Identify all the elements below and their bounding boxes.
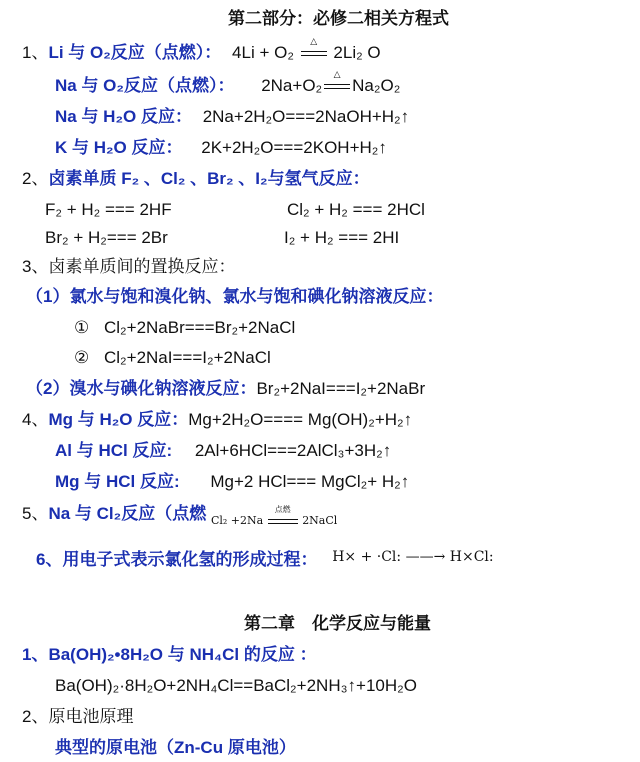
k-h2o-row	[55, 137, 387, 159]
equation-right: 2Li₂ O	[333, 43, 381, 62]
section-title: 第二部分：必修二相关方程式	[228, 9, 449, 28]
item-number: 5、	[22, 504, 49, 523]
item-4-row	[22, 409, 412, 431]
item-6-label: 6、用电子式表示氯化氢的形成过程：	[36, 550, 318, 569]
equation-1-row	[74, 317, 295, 339]
reaction-label: Na 与 O₂反应（点燃）：	[55, 76, 235, 95]
al-hcl-row	[55, 440, 391, 462]
equation: Cl₂ + H₂ === 2HCl	[287, 200, 425, 219]
item-2-sub: 典型的原电池（Zn-Cu 原电池）	[55, 738, 296, 757]
item-2-row	[22, 168, 370, 190]
chapter-title: 第二章 化学反应与能量	[244, 614, 431, 633]
equation: Cl₂+2NaI===I₂+2NaCl	[103, 348, 271, 367]
na-o2-row	[55, 69, 401, 97]
reaction-label: K 与 H₂O 反应：	[55, 138, 183, 157]
equation: 2Al+6HCl===2AlCl₃+3H₂↑	[194, 441, 392, 460]
subitem-2-label: （2）溴水与碘化钠溶液反应：	[26, 379, 257, 398]
equation: Mg+2 HCl=== MgCl₂+ H₂↑	[210, 472, 410, 491]
item-2-title: 2、原电池原理	[22, 707, 134, 726]
electron-dot-formula: H× + ·Cl: ——→ H×Cl:	[332, 549, 494, 565]
equation-right: Na₂O₂	[352, 76, 401, 95]
condition-mark: △	[324, 75, 350, 97]
reaction-label: Na 与 Cl₂反应（点燃	[48, 504, 207, 523]
circled-number: ②	[74, 348, 90, 367]
small-equation: Cl₂ +2Na 点燃 2NaCl	[210, 505, 338, 527]
subitem-2-row	[26, 378, 425, 400]
na-h2o-row	[55, 106, 409, 128]
equation: Br₂ + H₂=== 2Br	[45, 228, 168, 247]
equation: F₂ + H₂ === 2HF	[45, 200, 172, 219]
item-6-row	[36, 549, 494, 572]
reaction-label: Mg 与 HCl 反应:	[55, 472, 180, 491]
mg-hcl-row	[55, 471, 409, 493]
circled-number: ①	[74, 318, 90, 337]
equation-2-row	[74, 347, 271, 369]
subitem-1-label: （1）氯水与饱和溴化钠、氯水与饱和碘化钠溶液反应：	[26, 287, 444, 306]
item-number: 1、	[22, 43, 49, 62]
equation: 2K+2H₂O===2KOH+H₂↑	[201, 138, 387, 157]
reaction-label: Li 与 O₂反应（点燃）：	[48, 43, 222, 62]
equation: Br₂+2NaI===I₂+2NaBr	[256, 379, 426, 398]
item-1-label: 1、Ba(OH)₂•8H₂O 与 NH₄Cl 的反应 ：	[22, 645, 317, 664]
equation: I₂ + H₂ === 2HI	[284, 228, 400, 247]
item-3-title: 3、卤素单质间的置换反应：	[22, 257, 236, 276]
equation: Cl₂+2NaBr===Br₂+2NaCl	[103, 318, 296, 337]
item-1-row	[22, 36, 381, 64]
condition-mark: △	[301, 42, 327, 64]
reaction-label: 卤素单质 F₂ 、Cl₂ 、Br₂ 、I₂与氢气反应：	[48, 169, 370, 188]
equation: Ba(OH)₂·8H₂O+2NH₄Cl==BaCl₂+2NH₃↑+10H₂O	[55, 676, 417, 695]
equation: Mg+2H₂O==== Mg(OH)₂+H₂↑	[188, 410, 413, 429]
item-number: 2、	[22, 169, 49, 188]
item-number: 4、	[22, 410, 49, 429]
reaction-label: Na 与 H₂O 反应：	[55, 107, 192, 126]
equation-left: 2Na+O₂	[261, 76, 323, 95]
equation: 2Na+2H₂O===2NaOH+H₂↑	[202, 107, 410, 126]
equation-left: 4Li + O₂	[232, 43, 294, 62]
reaction-label: Mg 与 H₂O 反应：	[48, 410, 189, 429]
item-5-row	[22, 503, 337, 527]
reaction-label: Al 与 HCl 反应:	[55, 441, 173, 460]
